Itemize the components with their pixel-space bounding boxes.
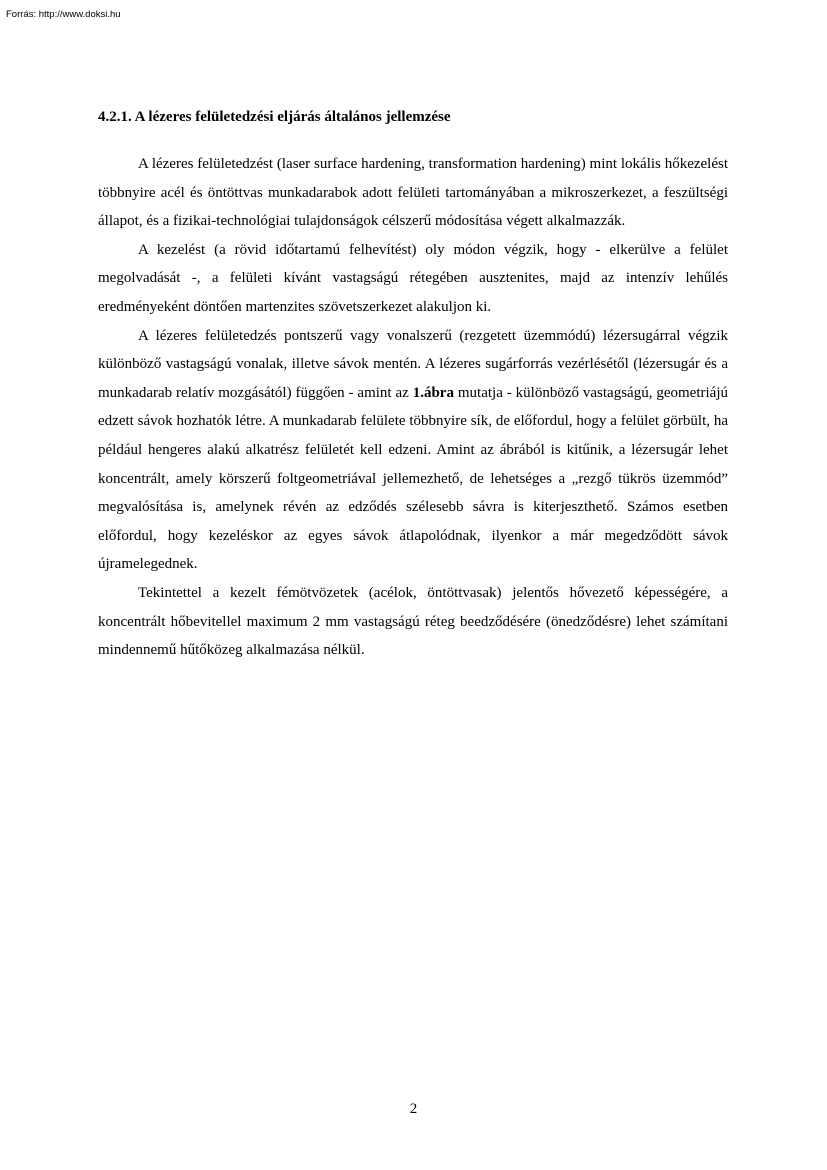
body-text <box>98 150 728 665</box>
paragraph-2: A kezelést (a rövid időtartamú felhevítést) oly módon végzik, hogy - elkerülve a felület megolvadását -, a felületi kívánt vastagságú rétegében ausztenites, majd az intenzív lehűlés eredményeként döntően martenzites szövetszerkezet alakuljon ki. <box>98 241 728 315</box>
paragraph-4: Tekintettel a kezelt fémötvözetek (acélok, öntöttvasak) jelentős hővezető képességére, a koncentrált hőbevitellel maximum 2 mm vastagságú réteg beedződésére (önedződésre) lehet számítani mindennemű hűtőközeg alkalmazása nélkül. <box>98 584 728 659</box>
paragraph-3 <box>98 322 728 579</box>
paragraph-3-end: mutatja - különböző vastagságú, geometriájú edzett sávok hozhatók létre. A munkadarab felülete többnyire sík, de előfordul, hogy a felület görbült, ha például hengeres alakú alkatrész felületét kell edzeni. Amint az ábrából is kitűnik, a lézersugár lehet koncentrált, amely körszerű foltgeometriával jellemezhető, de lehetséges a „rezgő tükrös üzemmód” megvalósítása is, amelynek révén az edződés szélesebb sávra is kiterjeszthető. Számos esetben előfordul, hogy kezeléskor az egyes sávok átlapolódnak, ilyenkor a már megedződött sávok újramelegednek. <box>98 384 728 573</box>
section-heading: 4.2.1. A lézeres felületedzési eljárás általános jellemzése <box>98 109 451 125</box>
paragraph-3-start: A lézeres felületedzés pontszerű vagy vonalszerű (rezgetett üzemmódú) lézersugárral végzik különböző vastagságú vonalak, illetve sávok mentén. A lézeres sugárforrás vezérlésétől (lézersugár és a munkadarab relatív mozgásától) függően - amint az <box>98 327 728 401</box>
page-number: 2 <box>409 1101 418 1117</box>
source-note: Forrás: http://www.doksi.hu <box>6 9 121 20</box>
paragraph-1: A lézeres felületedzést (laser surface hardening, transformation hardening) mint lokális hőkezelést többnyire acél és öntöttvas munkadarabok adott felületi tartományában a mikroszerkezet, a feszültségi állapot, és a fizikai-technológiai tulajdonságok célszerű módosítása végett alkalmazzák. <box>98 156 728 230</box>
figure-reference: 1.ábra <box>412 384 454 401</box>
